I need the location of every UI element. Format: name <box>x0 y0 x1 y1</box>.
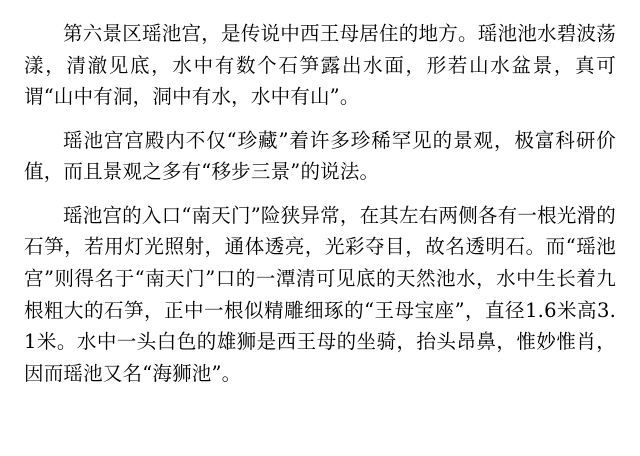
paragraph-3: 瑶池宫的入口“南天门”险狭异常，在其左右两侧各有一根光滑的石笋，若用灯光照射，通体透亮，光彩夺目，故名透明石。而“瑶池宫”则得名于“南天门”口的一潭清可见底的天然池水，水中生长着九根粗大的石笋，正中一根似精雕细琢的“王母宝座”，直径1.6米高3.1米。水中一头白色的雄狮是西王母的坐骑，抬头昂鼻，惟妙惟肖，因而瑶池又名“海狮池”。 <box>24 203 616 385</box>
paragraph-2: 瑶池宫宫殿内不仅“珍藏”着许多珍稀罕见的景观，极富科研价值，而且景观之多有“移步三景”的说法。 <box>24 128 616 184</box>
paragraph-1: 第六景区瑶池宫，是传说中西王母居住的地方。瑶池池水碧波荡漾，清澈见底，水中有数个石笋露出水面，形若山水盆景，真可谓“山中有洞，洞中有水，水中有山”。 <box>24 22 616 109</box>
